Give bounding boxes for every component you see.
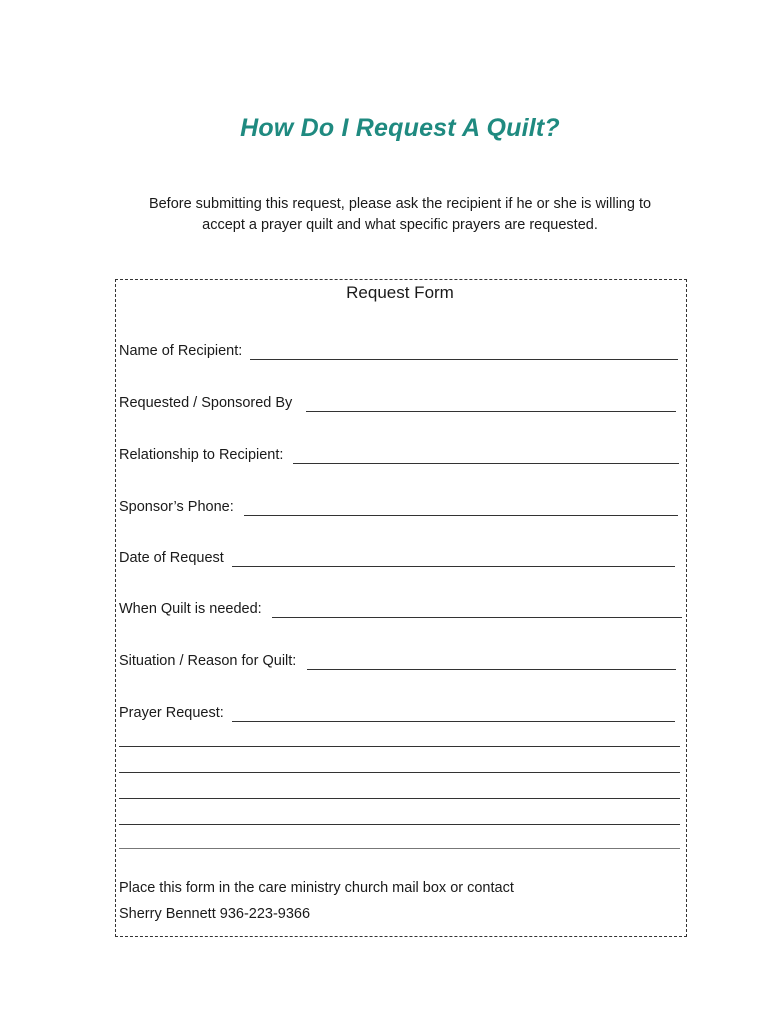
- intro-text: [0, 194, 770, 236]
- requested-by-label: Requested / Sponsored By: [119, 395, 293, 411]
- prayer-request-line-2[interactable]: [119, 746, 680, 747]
- relationship-line[interactable]: [293, 463, 679, 464]
- date-of-request-line[interactable]: [232, 566, 675, 567]
- relationship-label: Relationship to Recipient:: [119, 447, 284, 463]
- when-needed-label: When Quilt is needed:: [119, 601, 262, 617]
- sponsor-phone-line[interactable]: [244, 515, 678, 516]
- prayer-request-line-4[interactable]: [119, 798, 680, 799]
- form-heading: Request Form: [346, 283, 454, 302]
- prayer-request-line-1[interactable]: [232, 721, 675, 722]
- prayer-request-label: Prayer Request:: [119, 705, 224, 721]
- situation-label: Situation / Reason for Quilt:: [119, 653, 297, 669]
- footer-contact: Sherry Bennett 936-223-9366: [119, 906, 311, 922]
- prayer-request-line-3[interactable]: [119, 772, 680, 773]
- footer-instruction: Place this form in the care ministry church mail box or contact: [119, 880, 514, 896]
- recipient-name-label: Name of Recipient:: [119, 343, 243, 359]
- intro-line-2: accept a prayer quilt and what specific prayers are requested.: [202, 217, 598, 233]
- intro-line-1: Before submitting this request, please ask the recipient if he or she is willing to: [148, 196, 652, 212]
- prayer-request-line-6[interactable]: [119, 848, 680, 849]
- situation-line[interactable]: [307, 669, 676, 670]
- when-needed-line[interactable]: [272, 617, 682, 618]
- prayer-request-line-5[interactable]: [119, 824, 680, 825]
- recipient-name-line[interactable]: [250, 359, 678, 360]
- page-title: How Do I Request A Quilt?: [240, 114, 560, 142]
- requested-by-line[interactable]: [306, 411, 676, 412]
- sponsor-phone-label: Sponsor’s Phone:: [119, 499, 234, 515]
- date-of-request-label: Date of Request: [119, 550, 224, 566]
